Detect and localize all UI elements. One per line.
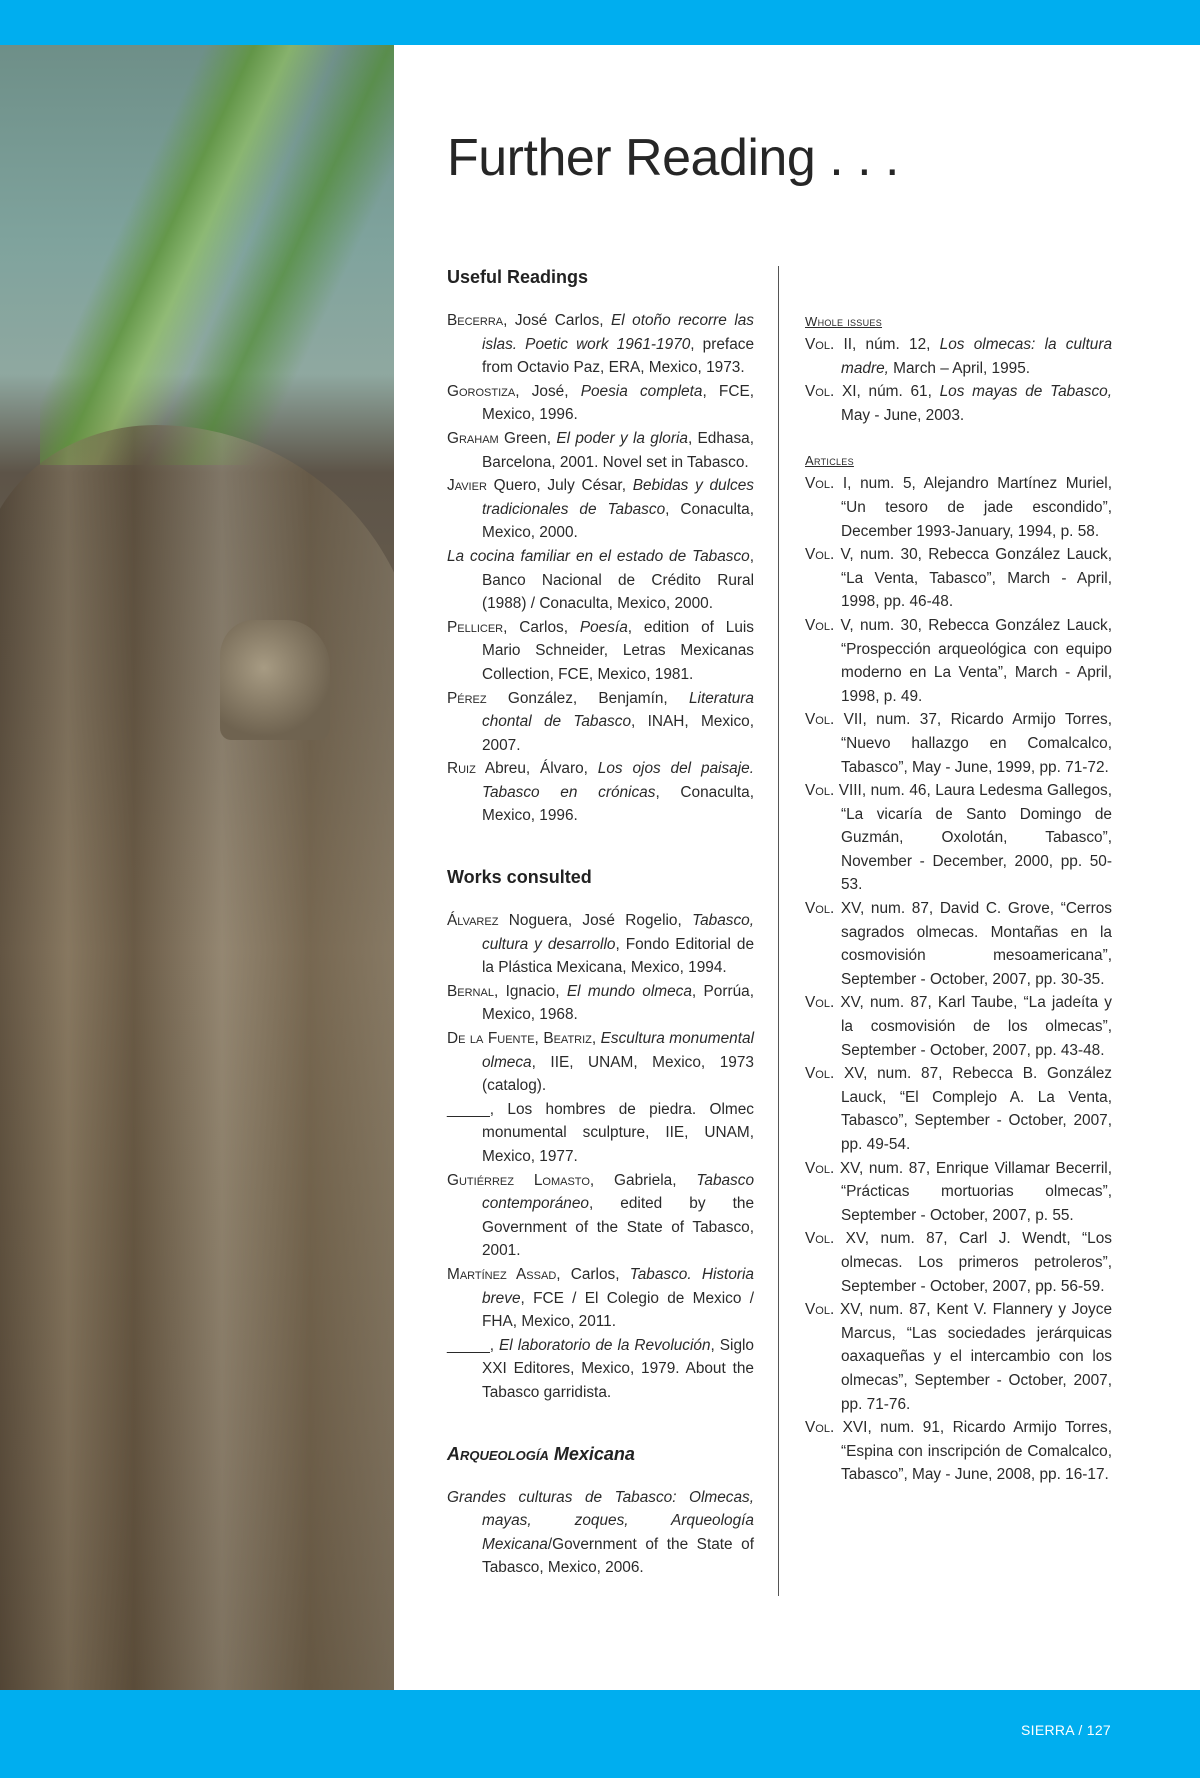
- entry-title: Los mayas de Tabasco,: [939, 383, 1112, 401]
- entry-volume: Vol.: [805, 994, 835, 1012]
- list-item: [805, 1157, 1112, 1228]
- photo-wood: [0, 425, 394, 1690]
- arqueologia-heading-rest: Mexicana: [548, 1443, 635, 1464]
- list-item: [805, 380, 1112, 427]
- entry-text: May - June, 2003.: [841, 406, 965, 424]
- list-item: [805, 1062, 1112, 1156]
- entry-title: Poesía: [579, 618, 628, 636]
- entry-text: González, Benjamín,: [486, 689, 689, 707]
- entry-volume: Vol.: [805, 1065, 835, 1083]
- entry-text: Abreu, Álvaro,: [475, 760, 598, 778]
- entry-title: El poder y la gloria: [556, 429, 688, 447]
- entry-author: Pellicer: [447, 618, 504, 636]
- list-item: [805, 333, 1112, 380]
- list-item: [805, 1416, 1112, 1487]
- entry-volume: Vol.: [805, 711, 835, 729]
- page-folio: SIERRA / 127: [1021, 1722, 1111, 1738]
- entry-title: Grandes culturas de Tabasco: Olmecas, mayas, zoques, Arqueología Mexicana: [447, 1488, 754, 1553]
- list-item: [447, 757, 754, 828]
- entry-volume: Vol.: [805, 900, 835, 918]
- entry-volume: Vol.: [805, 475, 835, 493]
- entry-title: Tabasco. Historia breve: [482, 1265, 754, 1307]
- entry-text: _____, Los hombres de piedra. Olmec monumental sculpture, IIE, UNAM, Mexico, 1977.: [447, 1100, 754, 1165]
- entry-volume: Vol.: [805, 546, 835, 564]
- entry-text: , Carlos,: [556, 1265, 630, 1283]
- entry-author: Gorostiza: [447, 382, 516, 400]
- list-item: [447, 1027, 754, 1098]
- photo-leaves: [40, 45, 394, 465]
- entry-author: Álvarez: [447, 912, 499, 930]
- entry-text: , INAH, Mexico, 2007.: [482, 713, 755, 754]
- entry-title: El laboratorio de la Revolución: [499, 1336, 711, 1354]
- articles-list: [805, 472, 1112, 1487]
- arqueologia-list: [447, 1486, 754, 1580]
- column-divider: [778, 266, 779, 1596]
- entry-volume: Vol.: [805, 1419, 835, 1437]
- list-item: [447, 1263, 754, 1334]
- entry-text: _____,: [447, 1336, 500, 1354]
- entry-author: Ruiz: [447, 760, 476, 778]
- entry-text: , José Carlos,: [503, 312, 612, 329]
- list-item: [447, 1169, 754, 1263]
- entry-text: , Conaculta, Mexico, 1996.: [482, 783, 754, 825]
- top-color-band: [0, 0, 1200, 45]
- list-item: [447, 687, 754, 758]
- entry-author: Pérez: [447, 689, 487, 707]
- list-item: [447, 309, 754, 380]
- entry-volume: Vol.: [805, 1230, 835, 1248]
- entry-text: XV, num. 87, Karl Taube, “La jadeíta y la cosmovisión de los olmecas”, September - October, 2007, pp. 43-48.: [834, 994, 1112, 1059]
- entry-text: XV, num. 87, David C. Grove, “Cerros sagrados olmecas. Montañas en la cosmovisión mesoamericana”, September - October, 2007, pp. 30-35.: [834, 900, 1112, 988]
- list-item: [447, 474, 754, 545]
- entry-text: , Porrúa, Mexico, 1968.: [482, 982, 755, 1024]
- list-item: [447, 380, 754, 427]
- list-item: [447, 1486, 754, 1580]
- entry-title: La cocina familiar en el estado de Tabasco: [447, 547, 750, 565]
- entry-volume: Vol.: [805, 1159, 835, 1177]
- entry-text: V, num. 30, Rebecca González Lauck, “Prospección arqueológica con equipo moderno en La Venta”, March - April, 1998, p. 49.: [834, 616, 1112, 705]
- list-item: [805, 897, 1112, 991]
- entry-text: XI, núm. 61,: [834, 383, 940, 401]
- entry-text: , Banco Nacional de Crédito Rural (1988) / Conaculta, Mexico, 2000.: [482, 547, 754, 613]
- entry-author: Javier: [447, 477, 487, 495]
- entry-text: XV, num. 87, Enrique Villamar Becerril, “Prácticas mortuorias olmecas”, September - October, 2007, p. 55.: [834, 1159, 1112, 1224]
- arqueologia-heading: [447, 1441, 754, 1467]
- entry-volume: Vol.: [805, 336, 835, 353]
- articles-heading: Articles: [805, 453, 854, 469]
- entry-author: Graham: [447, 429, 499, 447]
- entry-volume: Vol.: [805, 782, 835, 800]
- list-item: [447, 980, 754, 1027]
- useful-readings-heading: Useful Readings: [447, 267, 589, 287]
- list-item: [447, 1098, 754, 1169]
- entry-text: , José,: [515, 382, 581, 400]
- entry-text: XV, num. 87, Rebecca B. González Lauck, “El Complejo A. La Venta, Tabasco”, September - October, 2007, pp. 49-54.: [834, 1065, 1112, 1153]
- entry-title: Los olmecas: la cultura madre,: [841, 336, 1112, 377]
- list-item: [805, 472, 1112, 543]
- entry-text: V, num. 30, Rebecca González Lauck, “La Venta, Tabasco”, March - April, 1998, pp. 46-48.: [834, 546, 1112, 611]
- entry-text: VIII, num. 46, Laura Ledesma Gallegos, “La vicaría de Santo Domingo de Guzmán, Oxolotán, Tabasco”, November - December, 2000, pp. 50-53.: [834, 782, 1112, 894]
- list-item: [805, 1298, 1112, 1416]
- list-item: [447, 616, 754, 687]
- entry-text: I, num. 5, Alejandro Martínez Muriel, “Un tesoro de jade escondido”, December 1993-January, 1994, p. 58.: [834, 475, 1112, 540]
- entry-text: , IIE, UNAM, Mexico, 1973 (catalog).: [482, 1053, 754, 1095]
- list-item: [805, 543, 1112, 614]
- entry-text: II, núm. 12,: [834, 336, 940, 353]
- entry-text: , Ignacio,: [493, 982, 567, 1000]
- list-item: [805, 614, 1112, 708]
- list-item: [805, 1227, 1112, 1298]
- entry-text: /Government of the State of Tabasco, Mexico, 2006.: [482, 1535, 754, 1577]
- entry-text: Green,: [498, 429, 557, 447]
- entry-text: , preface from Octavio Paz, ERA, Mexico, 1973.: [482, 335, 755, 377]
- entry-title: Literatura chontal de Tabasco: [482, 689, 754, 731]
- list-item: [447, 545, 754, 616]
- entry-text: , Edhasa, Barcelona, 2001. Novel set in Tabasco.: [482, 429, 754, 471]
- entry-author: Becerra: [447, 312, 504, 329]
- list-item: [805, 779, 1112, 897]
- entry-volume: Vol.: [805, 383, 835, 401]
- entry-text: , FCE / El Colegio de Mexico / FHA, Mexico, 2011.: [482, 1289, 754, 1331]
- entry-text: , Conaculta, Mexico, 2000.: [482, 500, 754, 542]
- entry-title: Tabasco contemporáneo: [482, 1171, 755, 1213]
- list-item: [447, 1334, 754, 1405]
- entry-title: Bebidas y dulces tradicionales de Tabasco: [482, 477, 754, 518]
- entry-text: Quero, July César,: [486, 477, 633, 495]
- entry-author: Gutiérrez Lomasto: [447, 1171, 590, 1189]
- photo-wood-crest: [220, 620, 330, 740]
- entry-text: Noguera, José Rogelio,: [498, 912, 693, 930]
- useful-readings-list: [447, 309, 754, 828]
- left-column: [447, 264, 754, 1580]
- entry-text: XV, num. 87, Carl J. Wendt, “Los olmecas. Los primeros petroleros”, September - October, 2007, pp. 56-59.: [834, 1230, 1112, 1295]
- arqueologia-heading-sc: Arqueología: [447, 1443, 549, 1464]
- list-item: [805, 991, 1112, 1062]
- entry-text: , Carlos,: [503, 618, 580, 636]
- entry-text: , FCE, Mexico, 1996.: [482, 382, 754, 424]
- entry-title: Escultura monumental olmeca: [482, 1030, 754, 1071]
- entry-volume: Vol.: [805, 1301, 835, 1319]
- entry-text: , Fondo Editorial de la Plástica Mexicana, Mexico, 1994.: [482, 935, 755, 977]
- right-column: [805, 310, 1112, 1487]
- entry-author: Bernal: [447, 982, 494, 1000]
- entry-text: , Gabriela,: [589, 1171, 697, 1189]
- entry-title: El otoño recorre las islas. Poetic work 1961-1970: [482, 312, 754, 353]
- list-item: [447, 427, 754, 474]
- entry-volume: Vol.: [805, 616, 835, 634]
- entry-title: Tabasco, cultura y desarrollo: [482, 912, 754, 953]
- entry-title: Poesia completa: [580, 382, 703, 400]
- whole-issues-heading: Whole issues: [805, 314, 883, 329]
- entry-text: VII, num. 37, Ricardo Armijo Torres, “Nuevo hallazgo en Comalcalco, Tabasco”, May - June, 1999, pp. 71-72.: [834, 711, 1112, 776]
- entry-title: Los ojos del paisaje. Tabasco en crónicas: [482, 760, 754, 801]
- whole-issues-list: [805, 333, 1112, 427]
- entry-text: March – April, 1995.: [888, 359, 1031, 377]
- entry-text: , edited by the Government of the State of Tabasco, 2001.: [482, 1195, 754, 1260]
- works-consulted-list: [447, 909, 754, 1404]
- entry-text: ,: [591, 1030, 601, 1048]
- list-item: [805, 708, 1112, 779]
- entry-text: , Siglo XXI Editores, Mexico, 1979. About the Tabasco garridista.: [482, 1336, 754, 1401]
- entry-title: El mundo olmeca: [566, 982, 692, 1000]
- entry-author: Martínez Assad: [447, 1265, 557, 1283]
- bottom-color-band: [0, 1690, 1200, 1778]
- cover-photo-tree-bark: [0, 45, 394, 1690]
- entry-text: XVI, num. 91, Ricardo Armijo Torres, “Espina con inscripción de Comalcalco, Tabasco”, May - June, 2008, pp. 16-17.: [834, 1419, 1112, 1484]
- entry-text: , edition of Luis Mario Schneider, Letras Mexicanas Collection, FCE, Mexico, 1981.: [482, 618, 754, 683]
- list-item: [447, 909, 754, 980]
- page-title: Further Reading . . .: [447, 129, 899, 187]
- entry-author: De la Fuente, Beatriz: [447, 1030, 592, 1048]
- entry-text: XV, num. 87, Kent V. Flannery y Joyce Marcus, “Las sociedades jerárquicas oaxaqueñas y el intercambio con los olmecas”, September - October, 2007, pp. 71-76.: [834, 1301, 1112, 1413]
- works-consulted-heading: Works consulted: [447, 867, 592, 888]
